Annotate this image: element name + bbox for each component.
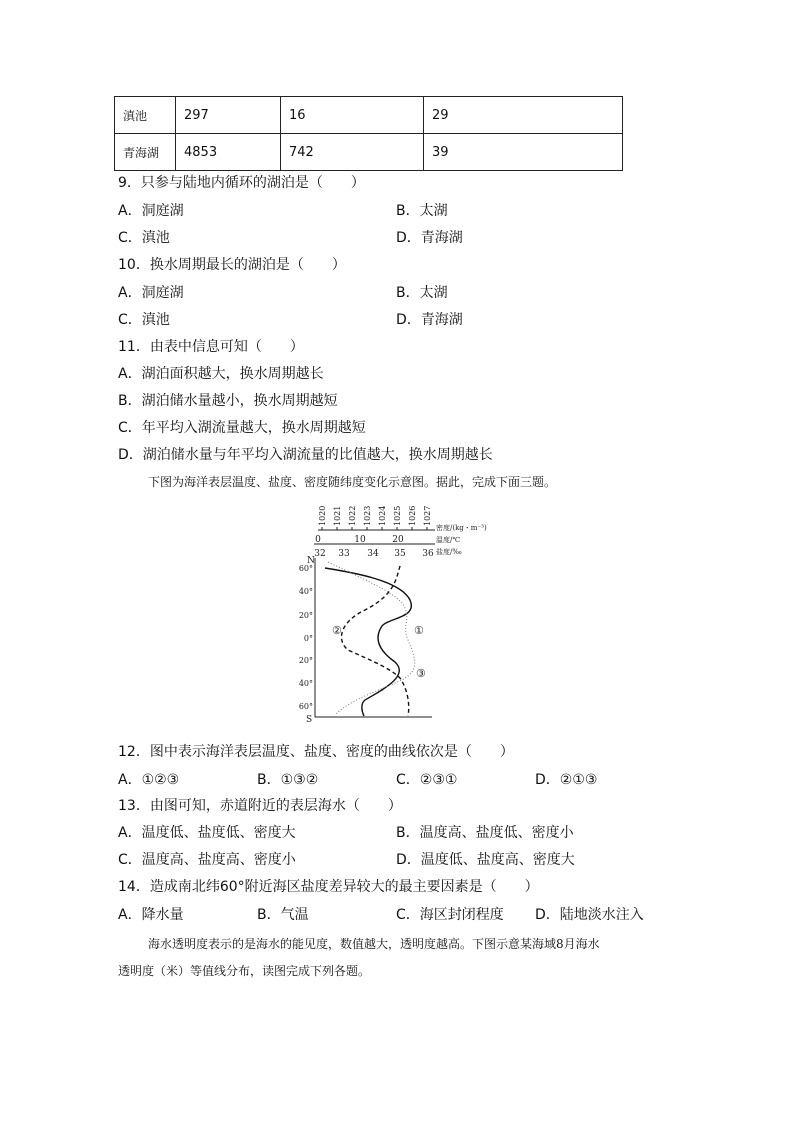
option-b: B．太湖 [396, 203, 448, 219]
table-cell: 16 [281, 97, 424, 134]
table-cell: 297 [176, 97, 281, 134]
salinity-tick: 36 [422, 549, 434, 559]
option-b: B．温度高、盐度低、密度小 [396, 825, 574, 841]
option-d: D．湖泊储水量与年平均入湖流量的比值越大，换水周期越长 [118, 447, 493, 463]
salinity-tick: 32 [314, 549, 326, 559]
option-a: A．①②③ [118, 772, 180, 788]
density-tick: 1023 [363, 505, 372, 526]
lake-name: 青海湖 [115, 134, 176, 171]
option-c: C．滇池 [118, 312, 170, 328]
temp-tick: 20 [392, 535, 404, 545]
question-9-stem: 9．只参与陆地内循环的湖泊是（ ） [118, 175, 365, 191]
passage-line: 透明度（米）等值线分布，读图完成下列各题。 [118, 964, 371, 978]
question-13-stem: 13．由图可知，赤道附近的表层海水（ ） [118, 798, 402, 814]
table-row [115, 97, 623, 134]
option-c: C．滇池 [118, 230, 170, 246]
table-cell: 29 [424, 97, 623, 134]
lat-north-label: N [307, 556, 315, 566]
figure-intro: 下图为海洋表层温度、盐度、密度随纬度变化示意图。据此，完成下面三题。 [148, 475, 557, 489]
lake-name: 滇池 [115, 97, 176, 134]
option-c: C．年平均入湖流量越大，换水周期越短 [118, 420, 366, 436]
density-tick: 1027 [423, 505, 432, 526]
option-a: A．湖泊面积越大，换水周期越长 [118, 366, 324, 382]
option-d: D．②①③ [535, 772, 598, 788]
option-d: D．温度低、盐度高、密度大 [396, 852, 575, 868]
salinity-axis-label: 盐度/‰ [436, 548, 462, 556]
option-b: B．①③② [257, 772, 319, 788]
density-axis-label: 密度/(kg・m⁻³) [436, 524, 487, 532]
salinity-tick: 33 [338, 549, 350, 559]
option-d: D．陆地淡水注入 [535, 907, 644, 923]
table-cell: 742 [281, 134, 424, 171]
option-c: C．温度高、盐度高、密度小 [118, 852, 296, 868]
density-tick: 1022 [348, 505, 357, 526]
temp-tick: 0 [315, 535, 321, 545]
ocean-properties-figure [270, 500, 520, 728]
passage-line: 海水透明度表示的是海水的能见度，数值越大，透明度越高。下图示意某海域8月海水 [148, 937, 600, 951]
curve-2-label: ② [332, 624, 342, 637]
curve-1-label: ① [414, 624, 424, 637]
option-b: B．太湖 [396, 285, 448, 301]
option-a: A．温度低、盐度低、密度大 [118, 825, 296, 841]
density-tick: 1024 [378, 505, 387, 526]
lat-tick: 0° [303, 634, 313, 643]
curve-1-line [325, 568, 411, 716]
option-c: C．海区封闭程度 [396, 907, 504, 923]
option-a: A．洞庭湖 [118, 285, 184, 301]
lat-tick: 40° [298, 587, 313, 596]
table-cell: 4853 [176, 134, 281, 171]
table-cell: 39 [424, 134, 623, 171]
question-14-stem: 14．造成南北纬60°附近海区盐度差异较大的最主要因素是（ ） [118, 879, 539, 895]
lake-table [114, 96, 623, 171]
lat-south-label: S [306, 715, 313, 725]
curve-3-label: ③ [416, 667, 426, 680]
lat-tick: 40° [298, 679, 313, 688]
option-a: A．洞庭湖 [118, 203, 184, 219]
question-10-stem: 10．换水周期最长的湖泊是（ ） [118, 257, 346, 273]
density-tick: 1025 [393, 505, 402, 526]
question-11-stem: 11．由表中信息可知（ ） [118, 339, 304, 355]
temp-axis-label: 温度/℃ [436, 536, 461, 544]
salinity-tick: 35 [394, 549, 406, 559]
question-12-stem: 12．图中表示海洋表层温度、盐度、密度的曲线依次是（ ） [118, 744, 514, 760]
option-b: B．湖泊储水量越小，换水周期越短 [118, 393, 338, 409]
option-b: B．气温 [257, 907, 309, 923]
lat-tick: 20° [298, 611, 313, 620]
density-tick: 1021 [333, 505, 342, 526]
lat-tick: 60° [298, 702, 313, 711]
option-a: A．降水量 [118, 907, 184, 923]
option-d: D．青海湖 [396, 230, 463, 246]
lat-tick: 20° [298, 656, 313, 665]
temp-tick: 10 [354, 535, 366, 545]
curve-3-line [328, 562, 415, 714]
option-c: C．②③① [396, 772, 458, 788]
salinity-tick: 34 [367, 549, 379, 559]
density-tick: 1020 [318, 505, 327, 526]
lat-tick: 60° [298, 564, 313, 573]
density-tick: 1026 [408, 505, 417, 526]
table-row [115, 134, 623, 171]
option-d: D．青海湖 [396, 312, 463, 328]
